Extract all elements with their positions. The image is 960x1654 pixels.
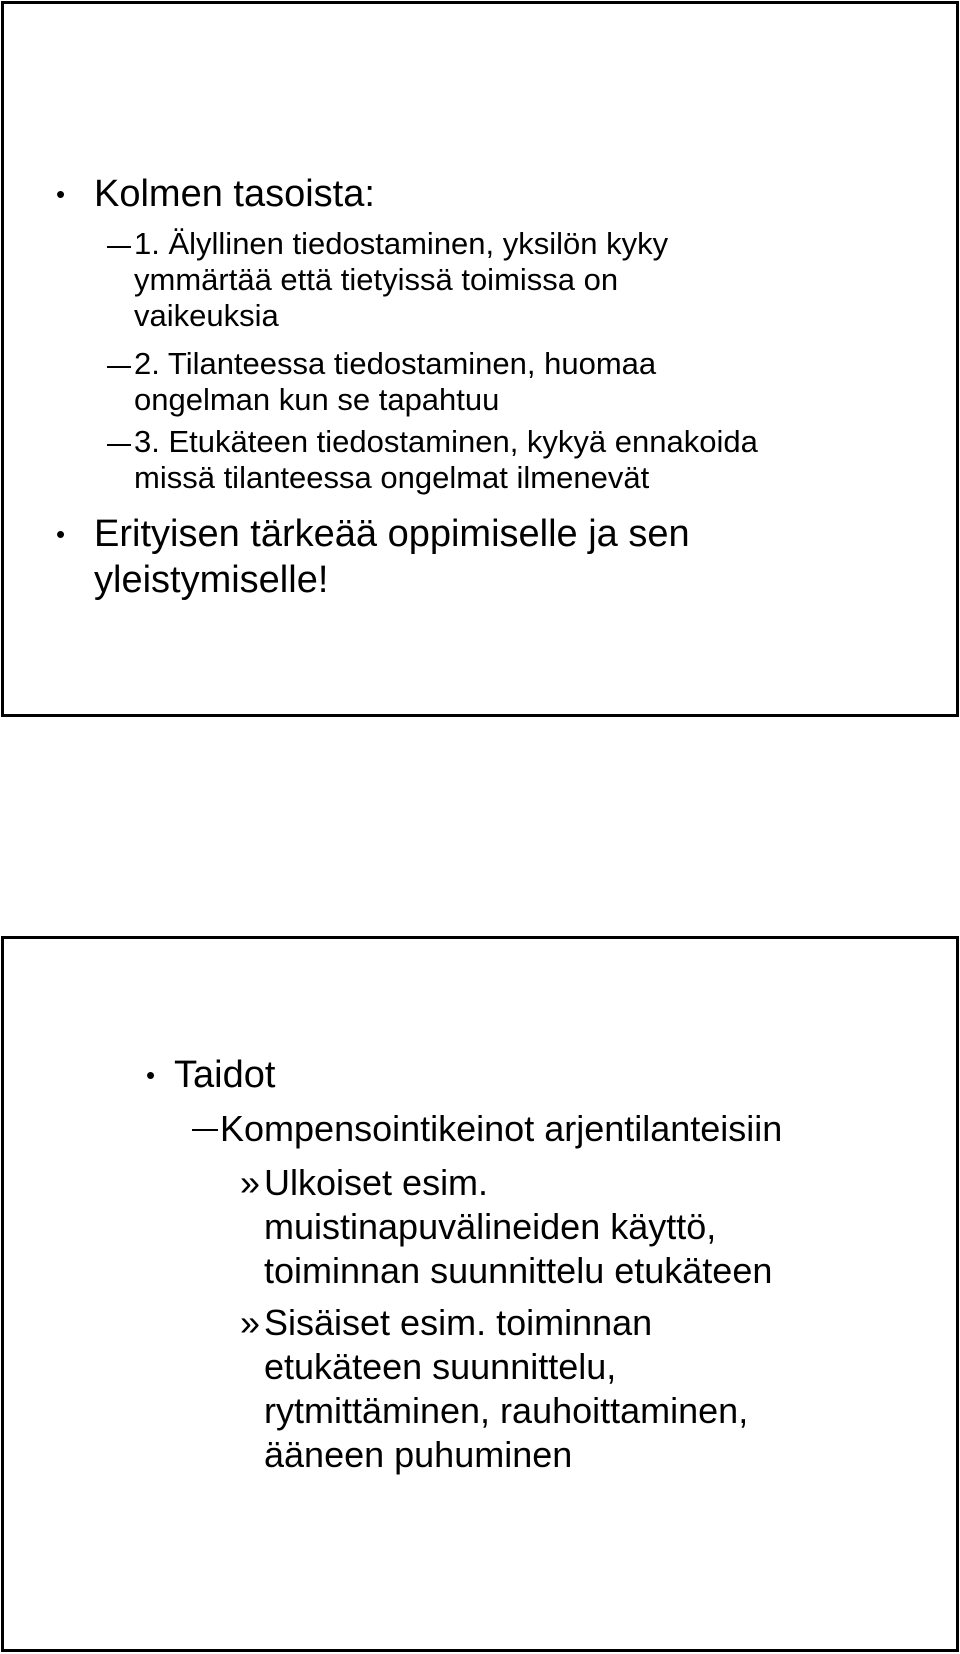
subsub-item-text: Ulkoiset esim. — [264, 1162, 489, 1203]
dash-marker — [107, 444, 131, 446]
sub-item-text: Kompensointikeinot arjentilanteisiin — [220, 1108, 783, 1149]
subsub-marker: » — [240, 1162, 261, 1203]
subsub-item-text: muistinapuvälineiden käyttö, — [264, 1206, 717, 1247]
bullet-dot: • — [56, 179, 66, 209]
subsub-item-text: toiminnan suunnittelu etukäteen — [264, 1250, 773, 1291]
bullet-text: Kolmen tasoista: — [94, 173, 375, 215]
bullet-text: yleistymiselle! — [94, 559, 329, 601]
slide-1 — [1, 1, 959, 717]
sub-item-text: 3. Etukäteen tiedostaminen, kykyä ennakoida — [134, 424, 758, 459]
dash-marker — [107, 246, 131, 248]
sub-item-text: vaikeuksia — [134, 298, 279, 333]
dash-marker — [107, 366, 131, 368]
bullet-text: Erityisen tärkeää oppimiselle ja sen — [94, 513, 690, 555]
subsub-item-text: etukäteen suunnittelu, — [264, 1346, 617, 1387]
subsub-marker: » — [240, 1302, 261, 1343]
subsub-item-text: rytmittäminen, rauhoittaminen, — [264, 1390, 749, 1431]
subsub-item-text: ääneen puhuminen — [264, 1434, 573, 1475]
sub-item-text: ymmärtää että tietyissä toimissa on — [134, 262, 619, 297]
subsub-item-text: Sisäiset esim. toiminnan — [264, 1302, 653, 1343]
sub-item-text: 2. Tilanteessa tiedostaminen, huomaa — [134, 346, 657, 381]
sub-item-text: ongelman kun se tapahtuu — [134, 382, 500, 417]
bullet-dot: • — [56, 519, 66, 549]
dash-marker — [192, 1129, 218, 1131]
bullet-text: Taidot — [174, 1054, 276, 1096]
bullet-dot: • — [146, 1060, 156, 1090]
sub-item-text: missä tilanteessa ongelmat ilmenevät — [134, 460, 650, 495]
slide-2 — [1, 936, 959, 1652]
sub-item-text: 1. Älyllinen tiedostaminen, yksilön kyky — [134, 226, 669, 261]
